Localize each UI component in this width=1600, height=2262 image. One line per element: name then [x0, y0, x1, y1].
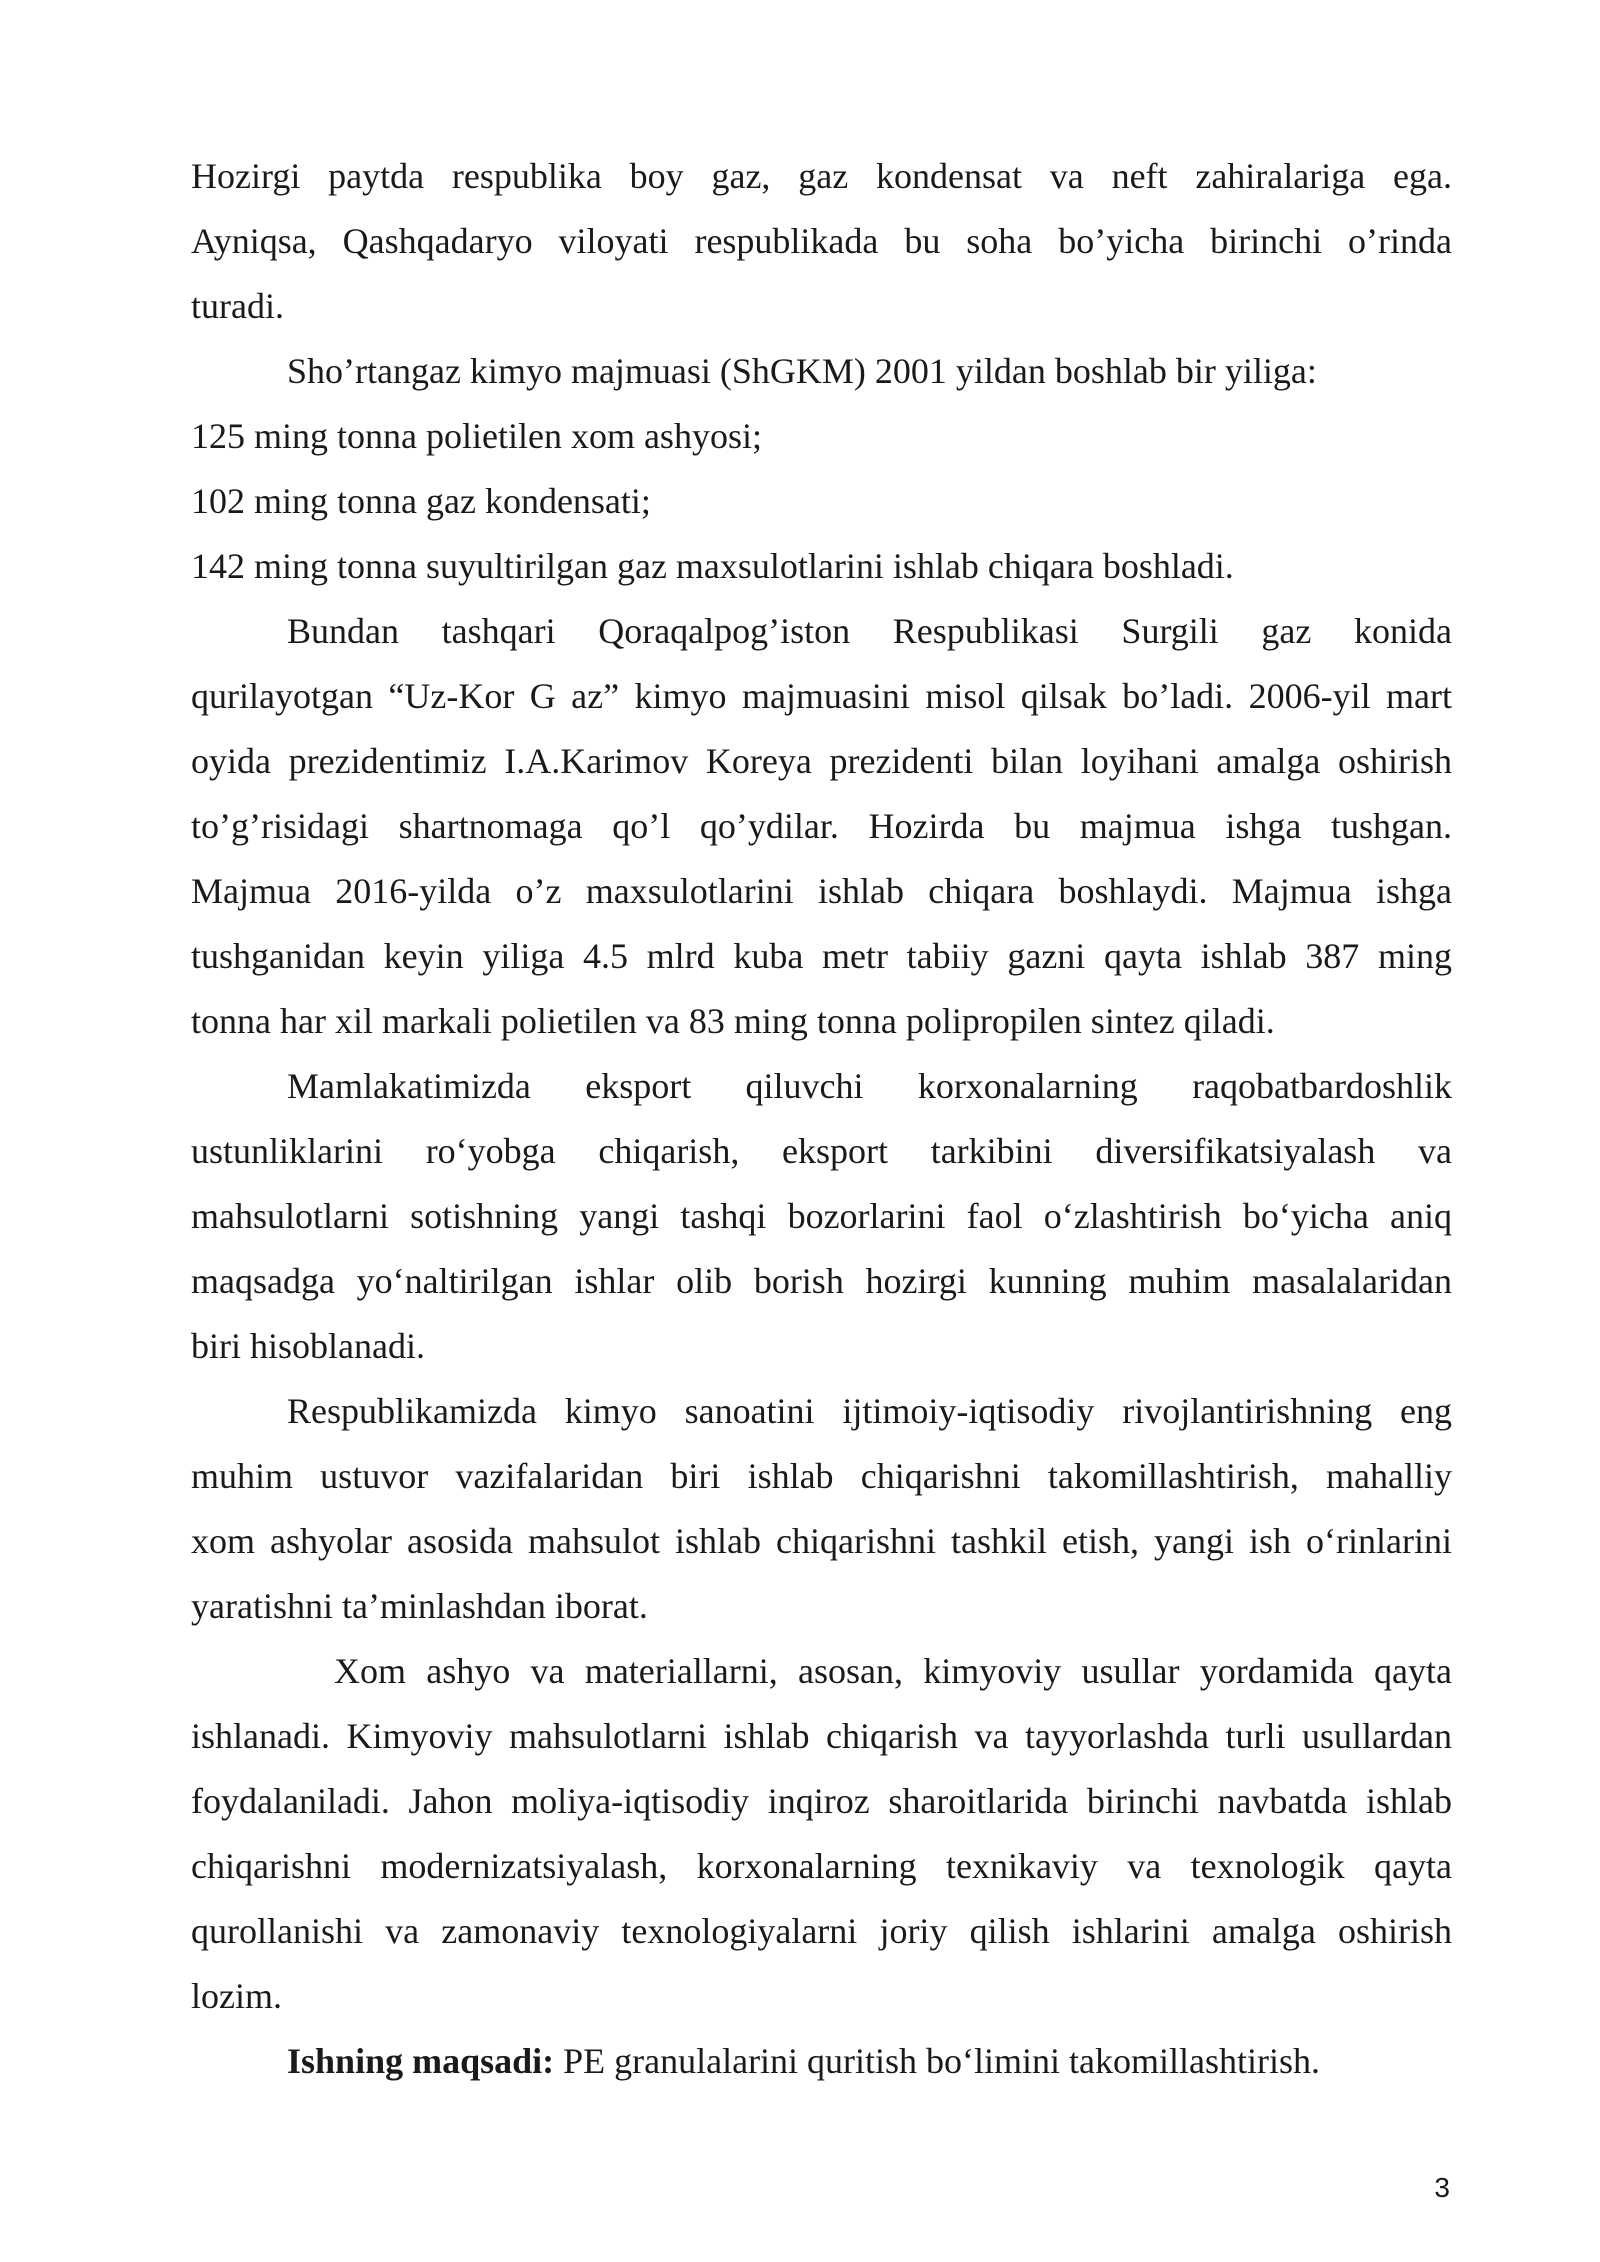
text-line: qurollanishi va zamonaviy texnologiyalarni joriy qilish ishlarini amalga oshirish: [191, 1911, 1452, 1951]
text-line: Majmua 2016-yilda o’z maxsulotlarini ishlab chiqara boshlaydi. Majmua ishga: [191, 871, 1452, 911]
text-line: ishlanadi. Kimyoviy mahsulotlarni ishlab chiqarish va tayyorlashda turli usullardan: [191, 1716, 1452, 1756]
text-line: yaratishni ta’minlashdan iborat.: [191, 1586, 648, 1626]
text-line: tonna har xil markali polietilen va 83 ming tonna polipropilen sintez qiladi.: [191, 1001, 1275, 1041]
text-line: tushganidan keyin yiliga 4.5 mlrd kuba metr tabiiy gazni qayta ishlab 387 ming: [191, 936, 1452, 976]
text-line: mahsulotlarni sotishning yangi tashqi bozorlarini faol o‘zlashtirish bo‘yicha aniq: [191, 1196, 1452, 1236]
text-line: ustunliklarini ro‘yobga chiqarish, eksport tarkibini diversifikatsiyalash va: [191, 1131, 1452, 1171]
text-line: chiqarishni modernizatsiyalash, korxonalarning texnikaviy va texnologik qayta: [191, 1846, 1452, 1886]
text-line: lozim.: [191, 1976, 282, 2016]
page-number: 3: [1434, 2172, 1450, 2203]
text-line: Sho’rtangaz kimyo majmuasi (ShGKM) 2001 yildan boshlab bir yiliga:: [287, 351, 1317, 391]
text-line: Mamlakatimizda eksport qiluvchi korxonalarning raqobatbardoshlik: [287, 1066, 1452, 1106]
text-line: Hozirgi paytda respublika boy gaz, gaz kondensat va neft zahiralariga ega.: [191, 156, 1452, 196]
text-line: xom ashyolar asosida mahsulot ishlab chiqarishni tashkil etish, yangi ish o‘rinlarini: [191, 1521, 1452, 1561]
text-line: qurilayotgan “Uz-Kor G az” kimyo majmuasini misol qilsak bo’ladi. 2006-yil mart: [191, 676, 1452, 716]
text-line: maqsadga yo‘naltirilgan ishlar olib borish hozirgi kunning muhim masalalaridan: [191, 1261, 1452, 1301]
text-line: muhim ustuvor vazifalaridan biri ishlab chiqarishni takomillashtirish, mahalliy: [191, 1456, 1452, 1496]
text-line: Xom ashyo va materiallarni, asosan, kimyoviy usullar yordamida qayta: [334, 1651, 1452, 1691]
text-line: Respublikamizda kimyo sanoatini ijtimoiy-iqtisodiy rivojlantirishning eng: [287, 1391, 1452, 1431]
text-line: biri hisoblanadi.: [191, 1326, 425, 1366]
text-line: 142 ming tonna suyultirilgan gaz maxsulotlarini ishlab chiqara boshladi.: [191, 546, 1234, 586]
text-line: turadi.: [191, 286, 284, 326]
text-line: Ayniqsa, Qashqadaryo viloyati respublikada bu soha bo’yicha birinchi o’rinda: [191, 221, 1452, 261]
text-line: to’g’risidagi shartnomaga qo’l qo’ydilar. Hozirda bu majmua ishga tushgan.: [191, 806, 1452, 846]
goal-label: Ishning maqsadi:: [287, 2041, 555, 2081]
text-line: 125 ming tonna polietilen xom ashyosi;: [191, 416, 762, 456]
body-text: [191, 150, 1452, 2100]
text-line: 102 ming tonna gaz kondensati;: [191, 481, 651, 521]
text-line: foydalaniladi. Jahon moliya-iqtisodiy inqiroz sharoitlarida birinchi navbatda ishlab: [191, 1781, 1452, 1821]
text-line: Bundan tashqari Qoraqalpog’iston Respublikasi Surgili gaz konida: [287, 611, 1452, 651]
goal-text: PE granulalarini quritish bo‘limini takomillashtirish.: [554, 2041, 1321, 2081]
text-line: oyida prezidentimiz I.A.Karimov Koreya prezidenti bilan loyihani amalga oshirish: [191, 741, 1452, 781]
goal-line: [191, 2035, 1452, 2100]
